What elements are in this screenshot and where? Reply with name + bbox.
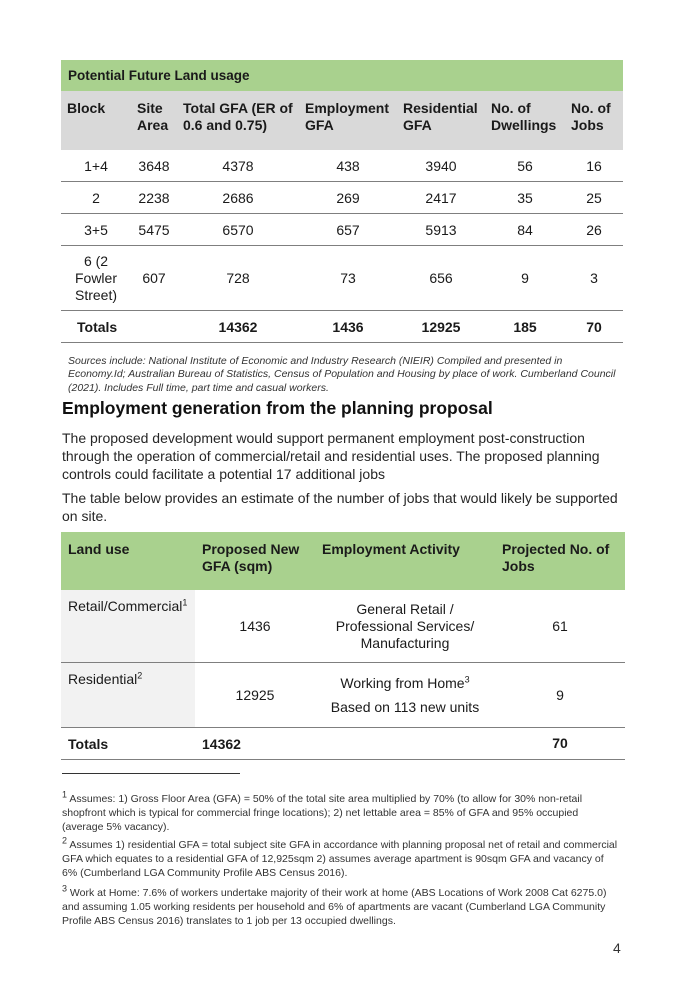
- table-row: [61, 590, 625, 663]
- employment-table: [61, 532, 625, 760]
- section-heading: Employment generation from the planning proposal: [62, 398, 493, 418]
- cell: 5913: [397, 214, 485, 246]
- footnote: [62, 789, 618, 834]
- cell: 2417: [397, 182, 485, 214]
- gfa-cell: 1436: [195, 590, 315, 663]
- cell: 14362: [177, 311, 299, 343]
- cell: 269: [299, 182, 397, 214]
- footnote-ref: 1: [182, 597, 188, 608]
- cell: 656: [397, 246, 485, 311]
- body-paragraph: The proposed development would support permanent employment post-construction through the operation of commercial/retail and residential uses. The proposed planning controls could facilitate a potential 17 additional jobs: [62, 430, 600, 482]
- footnote-ref: 2: [137, 670, 143, 681]
- cell: 2238: [131, 182, 177, 214]
- cell: 3+5: [61, 214, 131, 246]
- cell: 607: [131, 246, 177, 311]
- cell: 12925: [397, 311, 485, 343]
- footnote-number: 3: [62, 883, 68, 894]
- footnote-text: Assumes 1) residential GFA = total subject site GFA in accordance with planning proposal net of retail and commercial GFA which equates to a residential GFA of 12,925sqm 2) assumes average apartment is 90sqm GFA and vacancy of 6% (Cumberland LGA Community Profile ABS Census 2016).: [62, 839, 618, 879]
- header-block: Block: [67, 100, 106, 116]
- footnote: [62, 835, 618, 880]
- header-residential-gfa: Residential GFA: [403, 100, 478, 133]
- header-land-use: Land use: [61, 532, 195, 590]
- cell: [315, 728, 495, 760]
- table-title-row: [61, 60, 623, 91]
- cell: 84: [485, 214, 565, 246]
- header-jobs: No. of Jobs: [571, 100, 611, 133]
- cell: 3: [565, 246, 623, 311]
- totals-gfa: 14362: [195, 728, 315, 760]
- footnote-number: 2: [62, 835, 68, 846]
- cell: 3940: [397, 150, 485, 182]
- table-row: [61, 246, 623, 311]
- table-row: [61, 182, 623, 214]
- land-use-label: Residential: [68, 671, 138, 687]
- cell: 35: [485, 182, 565, 214]
- gfa-cell: 12925: [195, 663, 315, 728]
- footnote-number: 1: [62, 789, 68, 800]
- totals-label: Totals: [61, 728, 195, 760]
- footnote-text: Assumes: 1) Gross Floor Area (GFA) = 50% of the total site area multiplied by 70% (to allow for 30% non-retail shopfront which is typical for commercial fringe locations); 2) net lettable area = 85% of GFA and 95% occupied (average 5% vacancy).: [62, 793, 583, 833]
- cell: 6570: [177, 214, 299, 246]
- footnote-text: Work at Home: 7.6% of workers undertake majority of their work at home (ABS Locations of Work 2008 Cat 6275.0) and assuming 1.05 working residents per household and 6% of apartments are vacant (Cumberland LGA Community Profile ABS Census 2016) translates to 1 job per 13 occupied dwellings.: [62, 887, 607, 927]
- cell: 2: [61, 182, 131, 214]
- activity-cell: General Retail / Professional Services/ Manufacturing: [315, 590, 495, 663]
- cell: 1+4: [61, 150, 131, 182]
- activity-line: Based on 113 new units: [330, 698, 480, 715]
- cell: 728: [177, 246, 299, 311]
- cell: 26: [565, 214, 623, 246]
- cell: 9: [485, 246, 565, 311]
- cell: [131, 311, 177, 343]
- cell: 6 (2 Fowler Street): [61, 246, 131, 311]
- cell: 73: [299, 246, 397, 311]
- header-projected-jobs: Projected No. of Jobs: [495, 532, 625, 590]
- cell: 2686: [177, 182, 299, 214]
- header-total-gfa: Total GFA (ER of 0.6 and 0.75): [183, 100, 293, 133]
- header-proposed-gfa: Proposed New GFA (sqm): [195, 532, 315, 590]
- totals-jobs: 70: [495, 728, 625, 760]
- footnote-ref: 3: [464, 673, 470, 684]
- footnote-divider: [62, 773, 240, 774]
- cell: 5475: [131, 214, 177, 246]
- footnote: [62, 883, 618, 928]
- page-number: 4: [613, 940, 621, 956]
- cell: 4378: [177, 150, 299, 182]
- activity-cell: [315, 663, 495, 728]
- cell: 25: [565, 182, 623, 214]
- table-title: Potential Future Land usage: [68, 68, 250, 83]
- sources-note: Sources include: National Institute of Economic and Industry Research (NIEIR) Compiled and presented in Economy.Id; Australian Bureau of Statistics, Census of Population and Housing by place of work. Cumberland Council (2021). Includes Full time, part time and casual workers.: [68, 354, 616, 394]
- totals-row: [61, 311, 623, 343]
- cell: 56: [485, 150, 565, 182]
- cell: 657: [299, 214, 397, 246]
- header-employment-gfa: Employment GFA: [305, 100, 390, 133]
- cell: 438: [299, 150, 397, 182]
- cell: 3648: [131, 150, 177, 182]
- cell: 16: [565, 150, 623, 182]
- activity-line: Working from Home: [340, 674, 465, 691]
- header-employment-activity: Employment Activity: [315, 532, 495, 590]
- header-site-area: Site Area: [137, 100, 169, 133]
- land-use-label: Retail/Commercial: [68, 598, 183, 614]
- land-use-cell: [61, 663, 195, 728]
- cell: 70: [565, 311, 623, 343]
- header-dwellings: No. of Dwellings: [491, 100, 557, 133]
- totals-row: [61, 728, 625, 760]
- land-use-cell: [61, 590, 195, 663]
- jobs-cell: 61: [495, 590, 625, 663]
- table-row: [61, 150, 623, 182]
- jobs-cell: 9: [495, 663, 625, 728]
- land-usage-table: [61, 60, 623, 343]
- cell: 185: [485, 311, 565, 343]
- table-row: [61, 663, 625, 728]
- table-header-row: [61, 532, 625, 590]
- table-row: [61, 214, 623, 246]
- table-header-row: [61, 91, 623, 150]
- body-paragraph: The table below provides an estimate of the number of jobs that would likely be supported on site.: [62, 490, 618, 524]
- totals-label: Totals: [61, 311, 131, 343]
- cell: 1436: [299, 311, 397, 343]
